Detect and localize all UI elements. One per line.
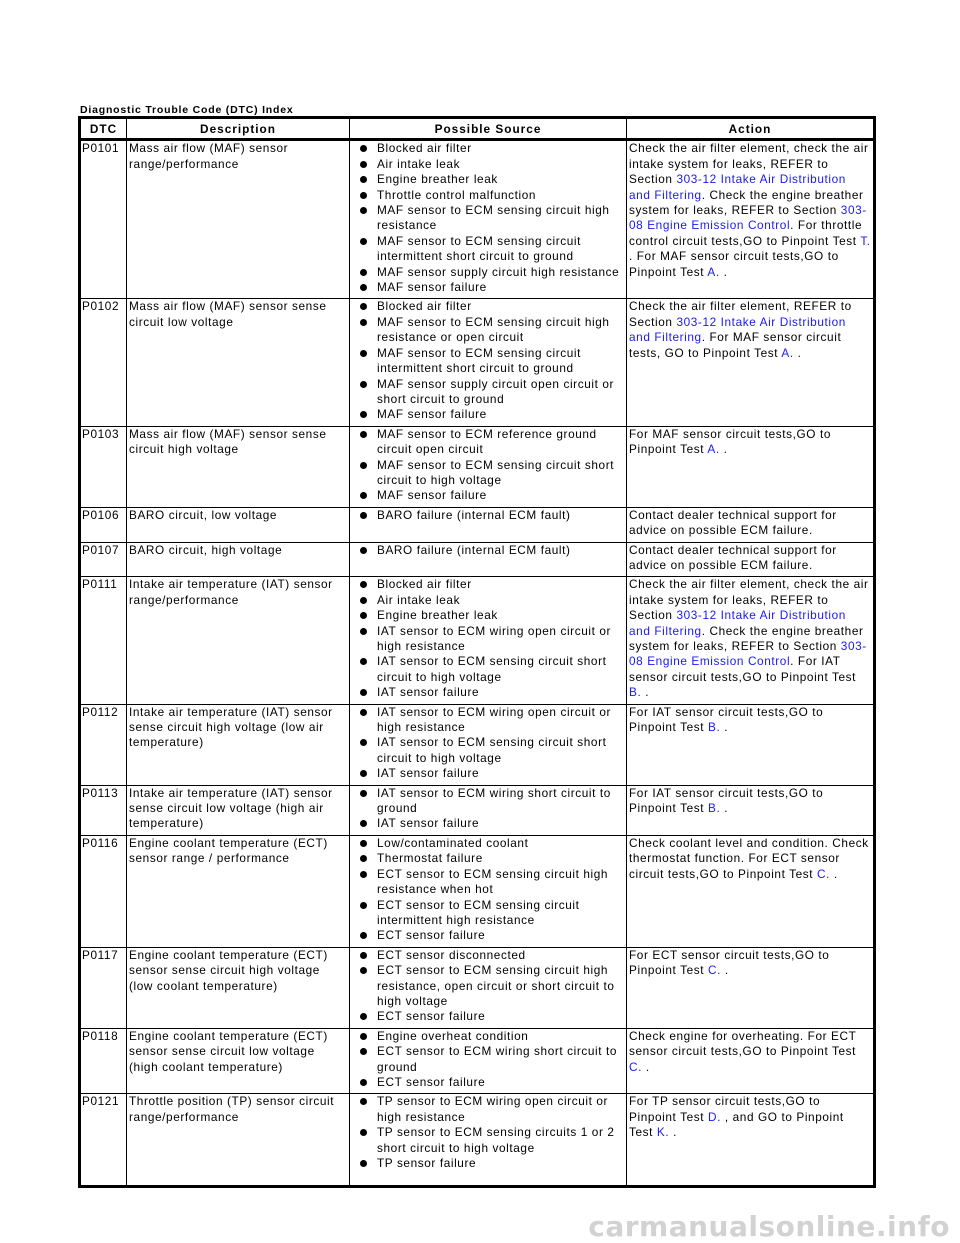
action-cell bbox=[627, 299, 875, 426]
table-row bbox=[80, 140, 875, 299]
list-item: IAT sensor to ECM wiring open circuit or high resistance bbox=[372, 705, 624, 736]
table-row bbox=[80, 426, 875, 507]
dtc-description: Intake air temperature (IAT) sensor sense circuit low voltage (high air temperature) bbox=[127, 785, 350, 835]
reference-link[interactable]: B. bbox=[708, 720, 721, 735]
action-cell bbox=[627, 835, 875, 947]
possible-sources-cell bbox=[350, 785, 627, 835]
possible-sources-list bbox=[352, 1029, 624, 1091]
header-possible-source: Possible Source bbox=[350, 118, 627, 140]
dtc-description: Mass air flow (MAF) sensor range/performance bbox=[127, 140, 350, 299]
action-text: . bbox=[641, 685, 650, 700]
list-item: Blocked air filter bbox=[372, 141, 624, 156]
table-row bbox=[80, 947, 875, 1028]
reference-link[interactable]: A. bbox=[707, 264, 720, 279]
reference-link[interactable]: 303-12 Intake Air Distribution and Filtering bbox=[629, 172, 846, 202]
header-action: Action bbox=[627, 118, 875, 140]
action-text: . Check the engine breather system for leaks, REFER to Section bbox=[629, 187, 864, 218]
table-row bbox=[80, 704, 875, 785]
table-header-row bbox=[80, 118, 875, 140]
possible-sources-list bbox=[352, 948, 624, 1025]
list-item: MAF sensor to ECM reference ground circuit open circuit bbox=[372, 427, 624, 458]
reference-link[interactable]: K. bbox=[656, 1125, 670, 1140]
reference-link[interactable]: 303-08 Engine Emission Control bbox=[629, 639, 867, 669]
table-row bbox=[80, 542, 875, 577]
reference-link[interactable]: D. bbox=[708, 1109, 722, 1124]
list-item: MAF sensor to ECM sensing circuit intermittent short circuit to ground bbox=[372, 234, 624, 265]
list-item: MAF sensor failure bbox=[372, 280, 624, 295]
action-cell bbox=[627, 577, 875, 704]
list-item: Blocked air filter bbox=[372, 299, 624, 314]
list-item: TP sensor failure bbox=[372, 1156, 624, 1171]
list-item: Throttle control malfunction bbox=[372, 188, 624, 203]
list-item: IAT sensor to ECM sensing circuit short circuit to high voltage bbox=[372, 735, 624, 766]
list-item: ECT sensor failure bbox=[372, 1009, 624, 1024]
reference-link[interactable]: C. bbox=[708, 963, 722, 978]
action-text: . bbox=[719, 442, 728, 457]
possible-sources-list bbox=[352, 508, 624, 523]
list-item: Thermostat failure bbox=[372, 851, 624, 866]
dtc-description: Intake air temperature (IAT) sensor sense circuit high voltage (low air temperature) bbox=[127, 704, 350, 785]
list-item: Low/contaminated coolant bbox=[372, 836, 624, 851]
dtc-description: Mass air flow (MAF) sensor sense circuit high voltage bbox=[127, 426, 350, 507]
dtc-description: Throttle position (TP) sensor circuit range/performance bbox=[127, 1094, 350, 1187]
action-text: . For MAF sensor circuit tests, GO to Pinpoint Test bbox=[629, 330, 842, 360]
dtc-description: BARO circuit, high voltage bbox=[127, 542, 350, 577]
possible-sources-list bbox=[352, 427, 624, 504]
possible-sources-list bbox=[352, 1094, 624, 1171]
dtc-code: P0107 bbox=[80, 542, 127, 577]
dtc-description: BARO circuit, low voltage bbox=[127, 507, 350, 542]
action-text: Check the air filter element, REFER to Section bbox=[629, 299, 852, 329]
action-cell bbox=[627, 1028, 875, 1094]
list-item: TP sensor to ECM wiring open circuit or high resistance bbox=[372, 1094, 624, 1125]
action-text: Check coolant level and condition. Check thermostat function. For ECT sensor circuit tests,GO to Pinpoint Test bbox=[629, 835, 869, 881]
list-item: MAF sensor failure bbox=[372, 488, 624, 503]
list-item: Engine overheat condition bbox=[372, 1029, 624, 1044]
list-item: IAT sensor failure bbox=[372, 816, 624, 831]
dtc-code: P0116 bbox=[80, 835, 127, 947]
table-row bbox=[80, 577, 875, 704]
action-text: . Check the engine breather system for leaks, REFER to Section bbox=[629, 623, 864, 653]
list-item: MAF sensor supply circuit open circuit or short circuit to ground bbox=[372, 377, 624, 408]
possible-sources-list bbox=[352, 705, 624, 782]
table-row bbox=[80, 299, 875, 426]
action-cell bbox=[627, 542, 875, 577]
list-item: BARO failure (internal ECM fault) bbox=[372, 508, 624, 523]
list-item: ECT sensor disconnected bbox=[372, 948, 624, 963]
list-item: ECT sensor to ECM sensing circuit high resistance, open circuit or short circuit to high voltage bbox=[372, 963, 624, 1009]
dtc-code: P0106 bbox=[80, 507, 127, 542]
action-text: . For throttle control circuit tests,GO to Pinpoint Test bbox=[629, 218, 863, 248]
list-item: Engine breather leak bbox=[372, 172, 624, 187]
action-text: For TP sensor circuit tests,GO to Pinpoint Test bbox=[629, 1094, 821, 1124]
dtc-code: P0112 bbox=[80, 704, 127, 785]
action-text: For IAT sensor circuit tests,GO to Pinpoint Test bbox=[629, 704, 824, 735]
list-item: ECT sensor failure bbox=[372, 928, 624, 943]
action-text: . bbox=[720, 720, 729, 735]
list-item: MAF sensor supply circuit high resistance bbox=[372, 265, 624, 280]
possible-sources-cell bbox=[350, 507, 627, 542]
dtc-code: P0113 bbox=[80, 785, 127, 835]
possible-sources-list bbox=[352, 836, 624, 944]
possible-sources-cell bbox=[350, 835, 627, 947]
list-item: IAT sensor to ECM wiring open circuit or high resistance bbox=[372, 624, 624, 655]
possible-sources-list bbox=[352, 543, 624, 558]
possible-sources-cell bbox=[350, 140, 627, 299]
possible-sources-list bbox=[352, 577, 624, 700]
possible-sources-cell bbox=[350, 947, 627, 1028]
action-text: . bbox=[642, 1059, 650, 1074]
table-row bbox=[80, 1094, 875, 1187]
action-cell bbox=[627, 140, 875, 299]
list-item: MAF sensor failure bbox=[372, 407, 624, 422]
list-item: Air intake leak bbox=[372, 157, 624, 172]
action-cell bbox=[627, 785, 875, 835]
action-text: . For IAT sensor circuit tests,GO to Pinpoint Test bbox=[629, 654, 857, 684]
header-dtc: DTC bbox=[80, 118, 127, 140]
action-text: Contact dealer technical support for advice on possible ECM failure. bbox=[629, 542, 837, 572]
reference-link[interactable]: A. bbox=[781, 345, 794, 360]
action-text: For IAT sensor circuit tests,GO to Pinpoint Test bbox=[629, 785, 824, 816]
table-row bbox=[80, 835, 875, 947]
watermark-logo: carmanualsonline.info bbox=[588, 1210, 950, 1243]
dtc-code: P0111 bbox=[80, 577, 127, 704]
action-text: For MAF sensor circuit tests,GO to Pinpoint Test bbox=[629, 426, 831, 457]
list-item: IAT sensor failure bbox=[372, 685, 624, 700]
action-cell bbox=[627, 1094, 875, 1187]
list-item: IAT sensor to ECM sensing circuit short circuit to high voltage bbox=[372, 654, 624, 685]
dtc-description: Mass air flow (MAF) sensor sense circuit low voltage bbox=[127, 299, 350, 426]
action-text: . bbox=[669, 1125, 678, 1140]
possible-sources-cell bbox=[350, 1094, 627, 1187]
list-item: ECT sensor to ECM sensing circuit high resistance when hot bbox=[372, 867, 624, 898]
list-item: MAF sensor to ECM sensing circuit short circuit to high voltage bbox=[372, 458, 624, 489]
possible-sources-list bbox=[352, 141, 624, 295]
action-text: Check the air filter element, check the air intake system for leaks, REFER to Section bbox=[629, 141, 869, 187]
possible-sources-cell bbox=[350, 542, 627, 577]
action-text: Check the air filter element, check the air intake system for leaks, REFER to Section bbox=[629, 577, 869, 623]
possible-sources-cell bbox=[350, 704, 627, 785]
action-cell bbox=[627, 947, 875, 1028]
action-cell bbox=[627, 704, 875, 785]
reference-link[interactable]: A. bbox=[707, 442, 720, 457]
action-text: . bbox=[830, 866, 838, 881]
possible-sources-cell bbox=[350, 299, 627, 426]
dtc-code: P0102 bbox=[80, 299, 127, 426]
possible-sources-list bbox=[352, 786, 624, 832]
possible-sources-list bbox=[352, 299, 624, 422]
dtc-code: P0101 bbox=[80, 140, 127, 299]
list-item: BARO failure (internal ECM fault) bbox=[372, 543, 624, 558]
table-row bbox=[80, 1028, 875, 1094]
table-row bbox=[80, 507, 875, 542]
dtc-description: Engine coolant temperature (ECT) sensor sense circuit low voltage (high coolant temperature) bbox=[127, 1028, 350, 1094]
reference-link[interactable]: 303-12 Intake Air Distribution and Filtering bbox=[629, 608, 846, 638]
reference-link[interactable]: T. bbox=[860, 233, 871, 248]
action-text: . bbox=[721, 963, 729, 978]
reference-link[interactable]: B. bbox=[629, 685, 642, 700]
table-body bbox=[80, 140, 875, 1187]
reference-link[interactable]: 303-12 Intake Air Distribution and Filtering bbox=[629, 314, 846, 345]
dtc-code: P0118 bbox=[80, 1028, 127, 1094]
action-text: Contact dealer technical support for advice on possible ECM failure. bbox=[629, 507, 837, 538]
possible-sources-cell bbox=[350, 426, 627, 507]
dtc-code: P0121 bbox=[80, 1094, 127, 1187]
list-item: Air intake leak bbox=[372, 593, 624, 608]
reference-link[interactable]: B. bbox=[708, 801, 721, 816]
dtc-description: Engine coolant temperature (ECT) sensor range / performance bbox=[127, 835, 350, 947]
list-item: TP sensor to ECM sensing circuits 1 or 2 short circuit to high voltage bbox=[372, 1125, 624, 1156]
action-text: Check engine for overheating. For ECT sensor circuit tests,GO to Pinpoint Test bbox=[629, 1028, 857, 1059]
dtc-index-table bbox=[78, 116, 876, 1188]
action-text: . For MAF sensor circuit tests,GO to Pinpoint Test bbox=[629, 249, 839, 279]
dtc-code: P0103 bbox=[80, 426, 127, 507]
action-cell bbox=[627, 507, 875, 542]
reference-link[interactable]: 303-08 Engine Emission Control bbox=[629, 203, 867, 233]
dtc-description: Intake air temperature (IAT) sensor range/performance bbox=[127, 577, 350, 704]
action-text: For ECT sensor circuit tests,GO to Pinpoint Test bbox=[629, 947, 830, 978]
list-item: IAT sensor to ECM wiring short circuit to ground bbox=[372, 786, 624, 817]
possible-sources-cell bbox=[350, 1028, 627, 1094]
action-cell bbox=[627, 426, 875, 507]
dtc-code: P0117 bbox=[80, 947, 127, 1028]
list-item: IAT sensor failure bbox=[372, 766, 624, 781]
table-row bbox=[80, 785, 875, 835]
list-item: ECT sensor failure bbox=[372, 1075, 624, 1090]
list-item: Blocked air filter bbox=[372, 577, 624, 592]
list-item: ECT sensor to ECM sensing circuit intermittent high resistance bbox=[372, 898, 624, 929]
list-item: Engine breather leak bbox=[372, 608, 624, 623]
reference-link[interactable]: C. bbox=[629, 1059, 642, 1074]
list-item: MAF sensor to ECM sensing circuit high resistance or open circuit bbox=[372, 315, 624, 346]
header-description: Description bbox=[127, 118, 350, 140]
reference-link[interactable]: C. bbox=[817, 866, 831, 881]
action-text: . bbox=[720, 801, 729, 816]
page-title: Diagnostic Trouble Code (DTC) Index bbox=[80, 104, 294, 116]
possible-sources-cell bbox=[350, 577, 627, 704]
list-item: MAF sensor to ECM sensing circuit intermittent short circuit to ground bbox=[372, 346, 624, 377]
list-item: ECT sensor to ECM wiring short circuit to ground bbox=[372, 1044, 624, 1075]
action-text: , and GO to Pinpoint Test bbox=[629, 1109, 844, 1140]
list-item: MAF sensor to ECM sensing circuit high resistance bbox=[372, 203, 624, 234]
dtc-description: Engine coolant temperature (ECT) sensor sense circuit high voltage (low coolant temperature) bbox=[127, 947, 350, 1028]
action-text: . bbox=[793, 345, 802, 360]
action-text: . bbox=[719, 264, 728, 279]
